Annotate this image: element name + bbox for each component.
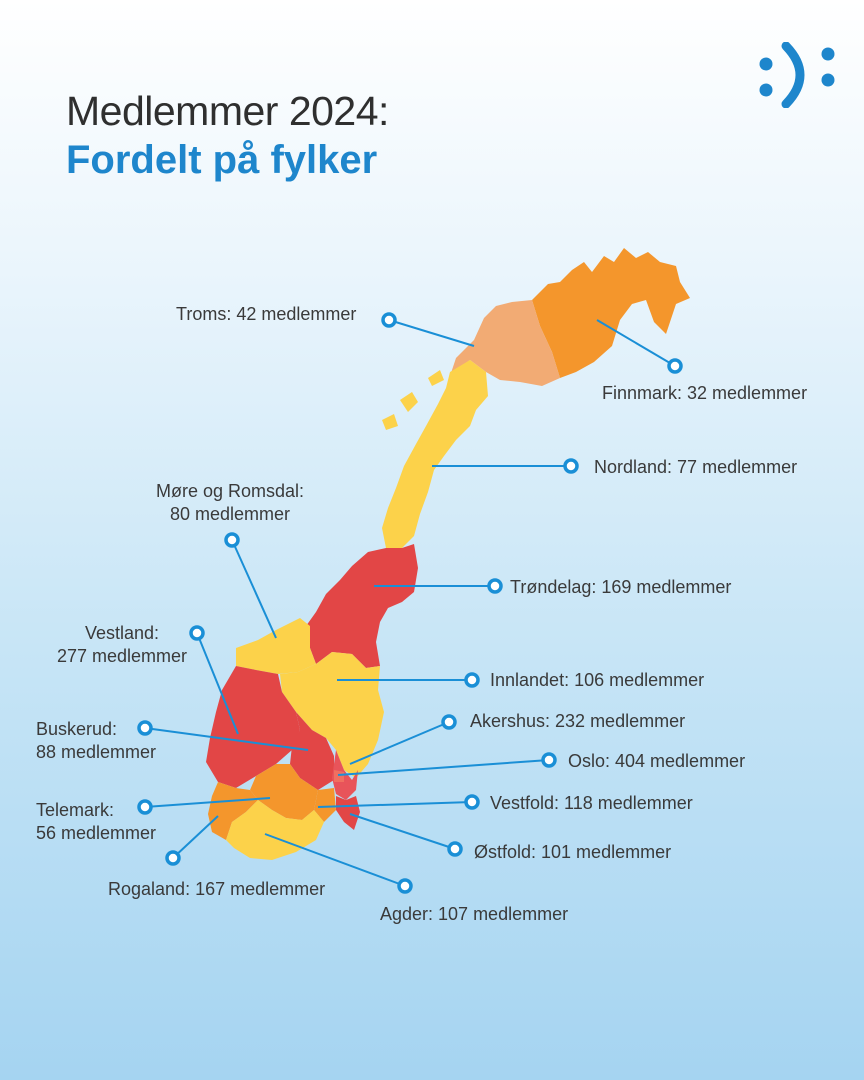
page-subtitle: Fordelt på fylker	[66, 138, 378, 182]
label-more-og-romsdal-count: 80 medlemmer	[169, 504, 291, 524]
pin-innlandet[interactable]	[466, 674, 478, 686]
label-finnmark: Finnmark: 32 medlemmer	[602, 383, 808, 403]
label-trondelag: Trøndelag: 169 medlemmer	[510, 577, 732, 597]
label-troms: Troms: 42 medlemmer	[176, 304, 357, 324]
pin-oslo[interactable]	[543, 754, 555, 766]
label-buskerud-name: Buskerud:	[36, 719, 118, 739]
label-nordland: Nordland: 77 medlemmer	[594, 457, 798, 477]
pin-nordland[interactable]	[565, 460, 577, 472]
leader-troms	[389, 320, 474, 346]
label-telemark-count: 56 medlemmer	[36, 823, 157, 843]
label-telemark-name: Telemark:	[36, 800, 115, 820]
label-oslo: Oslo: 404 medlemmer	[568, 751, 746, 771]
label-rogaland: Rogaland: 167 medlemmer	[108, 879, 326, 899]
label-ostfold: Østfold: 101 medlemmer	[474, 842, 672, 862]
region-nordland[interactable]	[382, 360, 488, 548]
pin-agder[interactable]	[399, 880, 411, 892]
pin-finnmark[interactable]	[669, 360, 681, 372]
pin-more-og-romsdal[interactable]	[226, 534, 238, 546]
region-oslo[interactable]	[334, 770, 344, 782]
label-vestland	[42, 622, 202, 668]
region-ostfold[interactable]	[336, 796, 360, 830]
page-title: Medlemmer 2024:	[66, 88, 389, 134]
pin-rogaland[interactable]	[167, 852, 179, 864]
region-finnmark[interactable]	[532, 248, 690, 378]
region-trondelag[interactable]	[306, 544, 418, 668]
label-vestland-count: 277 medlemmer	[56, 646, 188, 666]
leader-ostfold	[350, 814, 455, 849]
leader-more-og-romsdal	[232, 540, 276, 638]
label-innlandet: Innlandet: 106 medlemmer	[490, 670, 705, 690]
pin-akershus[interactable]	[443, 716, 455, 728]
leader-oslo	[338, 760, 549, 775]
pin-vestfold[interactable]	[466, 796, 478, 808]
pin-ostfold[interactable]	[449, 843, 461, 855]
label-buskerud-count: 88 medlemmer	[36, 742, 157, 762]
label-vestland-name: Vestland:	[84, 623, 160, 643]
pin-trondelag[interactable]	[489, 580, 501, 592]
label-telemark	[36, 799, 156, 845]
leader-rogaland	[173, 816, 218, 858]
label-akershus: Akershus: 232 medlemmer	[470, 711, 686, 731]
region-more-og-romsdal[interactable]	[236, 618, 316, 674]
label-more-og-romsdal	[140, 480, 320, 526]
pin-troms[interactable]	[383, 314, 395, 326]
label-more-og-romsdal-name: Møre og Romsdal:	[155, 481, 305, 501]
label-vestfold: Vestfold: 118 medlemmer	[490, 793, 693, 813]
label-agder: Agder: 107 medlemmer	[380, 904, 569, 924]
label-buskerud	[36, 718, 156, 764]
